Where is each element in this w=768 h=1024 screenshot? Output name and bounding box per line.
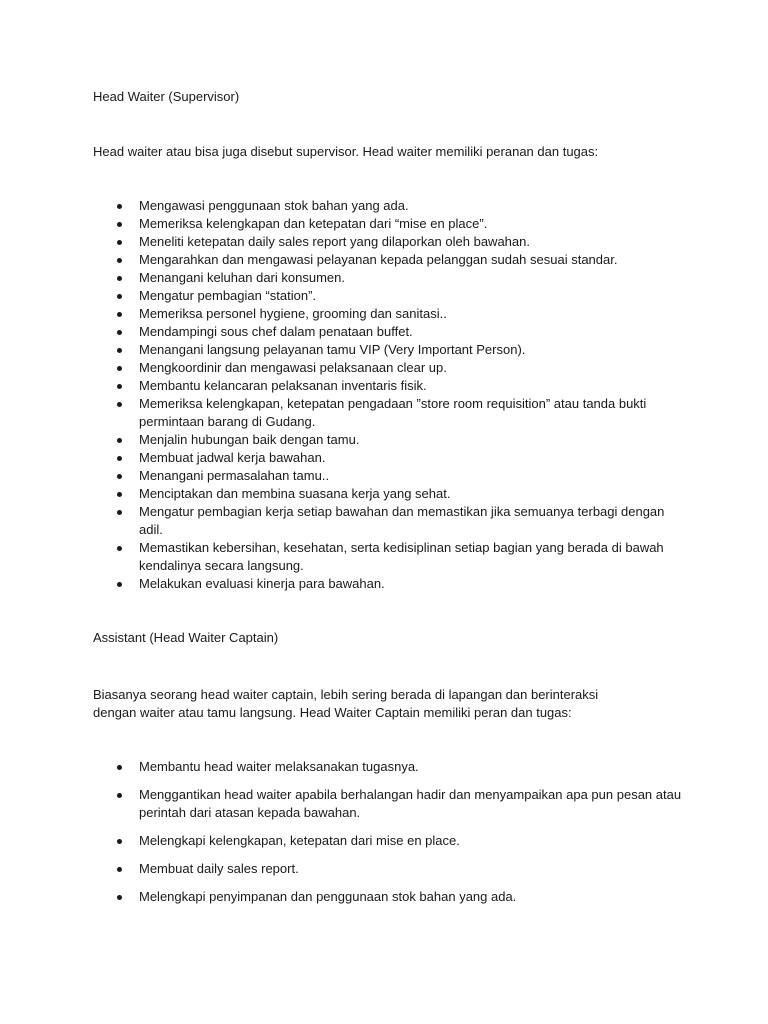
list-item: Menjalin hubungan baik dengan tamu. xyxy=(93,431,683,449)
list-item: Membantu head waiter melaksanakan tugasnya. xyxy=(93,758,683,776)
list-item: Mendampingi sous chef dalam penataan buffet. xyxy=(93,323,683,341)
list-item: Mengkoordinir dan mengawasi pelaksanaan clear up. xyxy=(93,359,683,377)
head-waiter-duties-list xyxy=(93,197,683,593)
section-heading-head-waiter: Head Waiter (Supervisor) xyxy=(93,89,240,104)
section-heading-assistant: Assistant (Head Waiter Captain) xyxy=(93,630,279,645)
list-item: Melengkapi kelengkapan, ketepatan dari mise en place. xyxy=(93,832,683,850)
list-item: Melengkapi penyimpanan dan penggunaan stok bahan yang ada. xyxy=(93,888,683,906)
list-item: Memeriksa kelengkapan, ketepatan pengadaan ”store room requisition” atau tanda bukti permintaan barang di Gudang. xyxy=(93,395,683,431)
list-item: Mengarahkan dan mengawasi pelayanan kepada pelanggan sudah sesuai standar. xyxy=(93,251,683,269)
list-item: Memastikan kebersihan, kesehatan, serta kedisiplinan setiap bagian yang berada di bawah kendalinya secara langsung. xyxy=(93,539,683,575)
list-item: Menciptakan dan membina suasana kerja yang sehat. xyxy=(93,485,683,503)
assistant-duties-list xyxy=(93,758,683,916)
list-item: Mengawasi penggunaan stok bahan yang ada. xyxy=(93,197,683,215)
list-item: Membuat daily sales report. xyxy=(93,860,683,878)
list-item: Memeriksa personel hygiene, grooming dan sanitasi.. xyxy=(93,305,683,323)
list-item: Mengatur pembagian “station”. xyxy=(93,287,683,305)
intro-line: dengan waiter atau tamu langsung. Head Waiter Captain memiliki peran dan tugas: xyxy=(93,705,572,720)
list-item: Menangani keluhan dari konsumen. xyxy=(93,269,683,287)
list-item: Menangani langsung pelayanan tamu VIP (Very Important Person). xyxy=(93,341,683,359)
list-item: Meneliti ketepatan daily sales report yang dilaporkan oleh bawahan. xyxy=(93,233,683,251)
list-item: Melakukan evaluasi kinerja para bawahan. xyxy=(93,575,683,593)
list-item: Menggantikan head waiter apabila berhalangan hadir dan menyampaikan apa pun pesan atau perintah dari atasan kepada bawahan. xyxy=(93,786,683,822)
intro-line: Biasanya seorang head waiter captain, lebih sering berada di lapangan dan berinteraksi xyxy=(93,687,599,702)
list-item: Menangani permasalahan tamu.. xyxy=(93,467,683,485)
section-intro-head-waiter: Head waiter atau bisa juga disebut supervisor. Head waiter memiliki peranan dan tugas: xyxy=(93,144,599,159)
section-intro-assistant xyxy=(93,686,683,722)
list-item: Mengatur pembagian kerja setiap bawahan dan memastikan jika semuanya terbagi dengan adil. xyxy=(93,503,683,539)
list-item: Membantu kelancaran pelaksanan inventaris fisik. xyxy=(93,377,683,395)
list-item: Memeriksa kelengkapan dan ketepatan dari “mise en place”. xyxy=(93,215,683,233)
list-item: Membuat jadwal kerja bawahan. xyxy=(93,449,683,467)
